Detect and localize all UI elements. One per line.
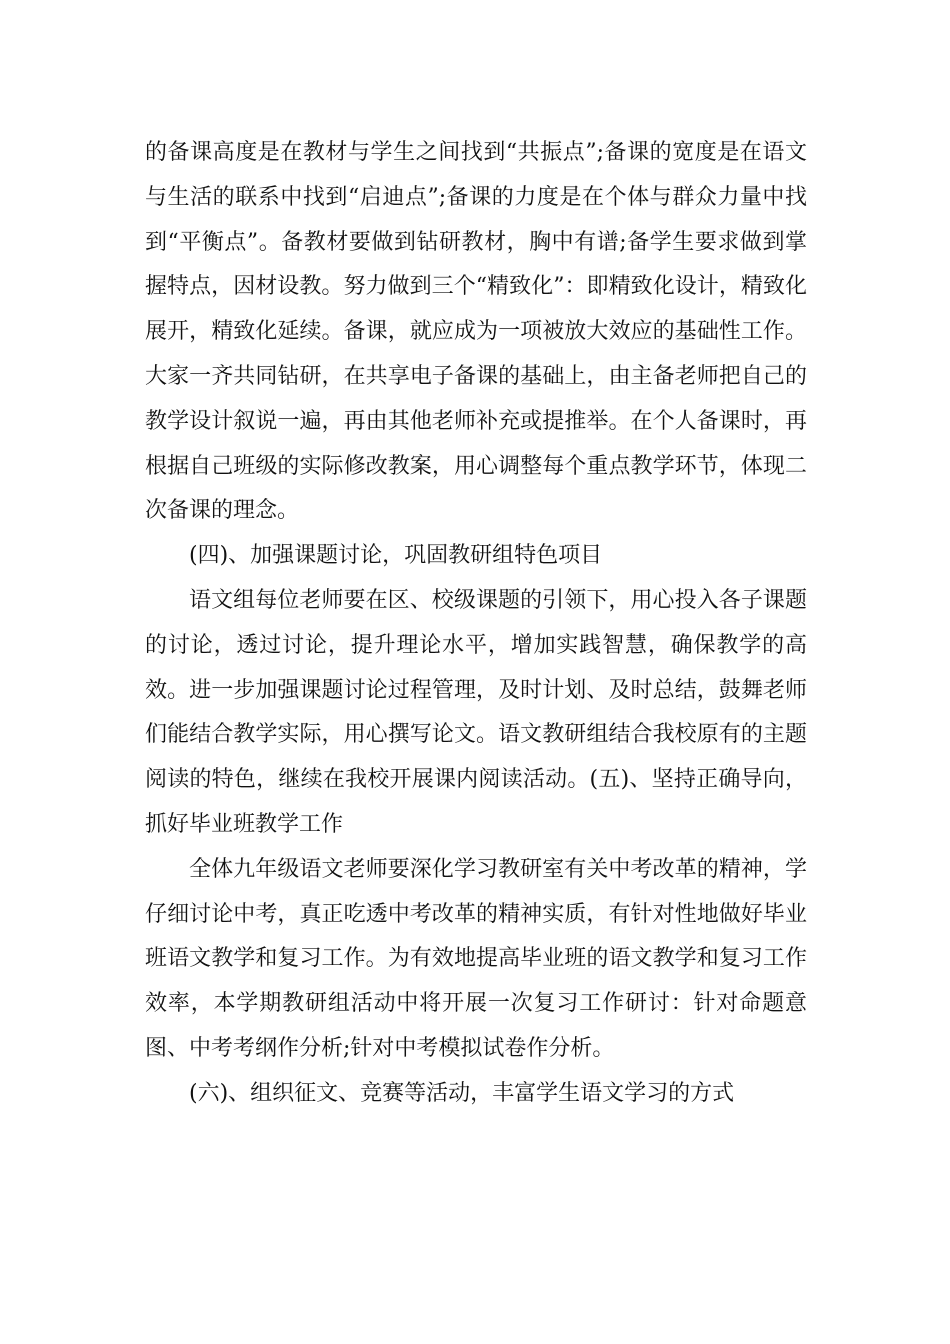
paragraph-graduating-class: 全体九年级语文老师要深化学习教研室有关中考改革的精神，学仔细讨论中考，真正吃透中考改革的精神实质，有针对性地做好毕业班语文教学和复习工作。为有效地提高毕业班的语文教学和复习工作效率，本学期教研组活动中将开展一次复习工作研讨：针对命题意图、中考考纲作分析;针对中考模拟试卷作分析。 [145,856,807,1061]
document-body [145,131,807,1117]
paragraph-heading-four: (四)、加强课题讨论，巩固教研组特色项目 [189,543,603,569]
paragraph-research-topics: 语文组每位老师要在区、校级课题的引领下，用心投入各子课题的讨论，透过讨论，提升理论水平，增加实践智慧，确保教学的高效。进一步加强课题讨论过程管理，及时计划、及时总结，鼓舞老师们能结合教学实际，用心撰写论文。语文教研组结合我校原有的主题阅读的特色，继续在我校开展课内阅读活动。(五)、坚持正确导向，抓好毕业班教学工作 [145,587,807,837]
paragraph-heading-six: (六)、组织征文、竞赛等活动，丰富学生语文学习的方式 [189,1080,735,1106]
paragraph-lesson-prep: 的备课高度是在教材与学生之间找到“共振点”;备课的宽度是在语文与生活的联系中找到“启迪点”;备课的力度是在个体与群众力量中找到“平衡点”。备教材要做到钻研教材，胸中有谱;备学生要求做到掌握特点，因材设教。努力做到三个“精致化”：即精致化设计，精致化展开，精致化延续。备课，就应成为一项被放大效应的基础性工作。大家一齐共同钻研，在共享电子备课的基础上，由主备老师把自己的教学设计叙说一遍，再由其他老师补充或提推举。在个人备课时，再根据自己班级的实际修改教案，用心调整每个重点教学环节，体现二次备课的理念。 [145,140,807,524]
